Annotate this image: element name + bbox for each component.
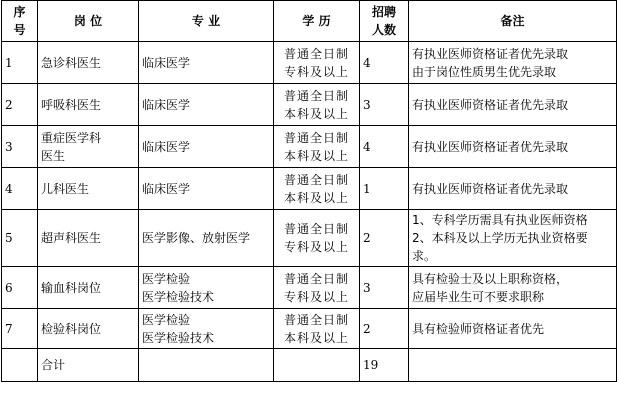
education-line: 普通全日制 [283,222,349,236]
education-line: 普通全日制 [283,88,349,103]
note-cell [409,126,617,168]
total-education-cell [274,349,360,382]
education-cell [274,168,360,210]
note-cell [409,168,617,210]
post-cell [38,168,139,210]
major-cell [139,84,274,126]
note-line: 具有检验士及以上职称资格， [412,271,569,286]
major-line: 医学检验技术 [142,330,215,345]
header-seq-line-2: 号 [13,23,26,37]
table-row [2,309,617,349]
table-row [2,126,617,168]
post-line: 急诊科医生 [41,55,102,70]
education-cell [274,126,360,168]
table-header-row [2,1,617,42]
education-line: 普通全日制 [283,271,349,286]
note-line: 2、本科及以上学历无执业资格要 [412,231,588,245]
major-line: 临床医学 [142,139,191,154]
post-cell [38,267,139,309]
seq-cell: 5 [2,210,38,267]
education-line: 本科及以上 [283,330,349,345]
total-count: 19 [360,349,409,382]
education-line: 普通全日制 [283,46,349,61]
education-line: 普通全日制 [283,130,349,145]
seq-cell: 7 [2,309,38,349]
seq-cell: 6 [2,267,38,309]
education-line: 本科及以上 [283,190,349,205]
post-cell [38,210,139,267]
count-cell: 1 [360,168,409,210]
post-line: 重症医学科 [41,130,102,145]
education-line: 专科及以上 [283,240,349,254]
major-cell [139,267,274,309]
major-line: 临床医学 [142,181,191,196]
major-cell [139,168,274,210]
education-cell [274,267,360,309]
education-cell [274,309,360,349]
header-note: 备注 [409,1,617,42]
post-line: 输血科岗位 [41,280,102,295]
education-line: 普通全日制 [283,312,349,327]
post-line: 儿科医生 [41,181,90,196]
note-cell [409,84,617,126]
count-cell: 4 [360,42,409,84]
education-line: 本科及以上 [283,106,349,121]
note-line: 有执业医师资格证者优先录取 [412,181,569,196]
seq-cell: 1 [2,42,38,84]
note-cell [409,267,617,309]
note-line: 求。 [412,249,437,263]
header-seq-line-1: 序 [13,5,26,19]
note-cell [409,309,617,349]
total-label: 合计 [38,349,139,382]
count-cell: 3 [360,84,409,126]
header-count-line-1: 招聘 [371,5,396,19]
note-line: 有执业医师资格证者优先录取 [412,139,569,154]
recruitment-table [1,0,617,382]
table-row [2,210,617,267]
post-line: 超声科医生 [41,231,102,245]
note-line: 由于岗位性质男生优先录取 [412,64,557,79]
major-cell [139,309,274,349]
post-line: 医生 [41,148,66,163]
note-line: 有执业医师资格证者优先录取 [412,97,569,112]
post-cell [38,126,139,168]
table-row [2,42,617,84]
header-seq [2,1,38,42]
seq-cell: 4 [2,168,38,210]
major-line: 医学检验 [142,271,191,286]
seq-cell: 2 [2,84,38,126]
header-education: 学 历 [274,1,360,42]
major-line: 医学影像、放射医学 [142,231,251,245]
major-line: 临床医学 [142,97,191,112]
header-count-line-2: 人数 [371,23,396,37]
table-row [2,168,617,210]
note-line: 有执业医师资格证者优先录取 [412,46,569,61]
post-cell [38,309,139,349]
header-count [360,1,409,42]
note-line: 应届毕业生可不要求职称 [412,289,545,304]
note-cell [409,210,617,267]
major-line: 医学检验技术 [142,289,215,304]
post-cell [38,42,139,84]
major-cell [139,126,274,168]
note-line: 具有检验师资格证者优先 [412,321,545,336]
total-note-cell [409,349,617,382]
seq-cell: 3 [2,126,38,168]
table-row [2,267,617,309]
count-cell: 3 [360,267,409,309]
major-line: 临床医学 [142,55,191,70]
header-major: 专 业 [139,1,274,42]
major-line: 医学检验 [142,312,191,327]
count-cell: 2 [360,309,409,349]
major-cell [139,42,274,84]
total-row [2,349,617,382]
education-cell [274,210,360,267]
education-line: 专科及以上 [283,289,349,304]
note-line: 1、专科学历需具有执业医师资格 [412,213,588,227]
header-post: 岗 位 [38,1,139,42]
major-cell [139,210,274,267]
note-cell [409,42,617,84]
education-cell [274,84,360,126]
education-line: 专科及以上 [283,64,349,79]
count-cell: 4 [360,126,409,168]
post-line: 检验科岗位 [41,321,102,336]
post-cell [38,84,139,126]
table-row [2,84,617,126]
total-major-cell [139,349,274,382]
count-cell: 2 [360,210,409,267]
education-line: 普通全日制 [283,172,349,187]
education-cell [274,42,360,84]
education-line: 本科及以上 [283,148,349,163]
total-seq-cell [2,349,38,382]
post-line: 呼吸科医生 [41,97,102,112]
